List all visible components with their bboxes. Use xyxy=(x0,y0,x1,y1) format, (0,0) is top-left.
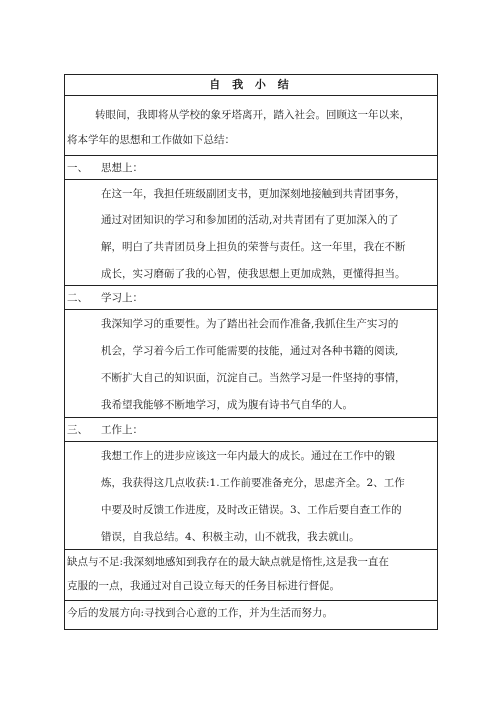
divider xyxy=(65,600,437,601)
section-label: 工作上： xyxy=(101,424,143,436)
divider xyxy=(65,309,437,310)
section-line: 机会，学习着今后工作可能需要的技能，通过对各种书籍的阅读, xyxy=(101,345,399,357)
section-line: 中要及时反馈工作进度，及时改正错误。3、工作后要自查工作的 xyxy=(101,504,402,516)
shortcomings-line: 缺点与不足:我深刻地感知到我存在的最大缺点就是惰性,这是我一直在 xyxy=(67,556,389,568)
section-label: 思想上： xyxy=(101,162,143,174)
future-line: 今后的发展方向:寻找到合心意的工作，并为生活而努力。 xyxy=(67,607,334,619)
intro-line: 将本学年的思想和工作做如下总结： xyxy=(67,134,235,146)
section-number: 一、 xyxy=(67,162,88,174)
section-line: 错误，自我总结。4、积极主动，山不就我，我去就山。 xyxy=(101,531,360,543)
section-line: 炼，我获得这几点收获:1.工作前要准备充分，思虑齐全。2、工作 xyxy=(101,477,405,489)
section-line: 不断扩大自己的知识面，沉淀自己。当然学习是一件坚持的事情， xyxy=(101,372,406,384)
section-line: 我深知学习的重要性。为了踏出社会而作准备,我抓住生产实习的 xyxy=(101,318,399,330)
divider xyxy=(65,417,437,418)
intro-line: 转眼间，我即将从学校的象牙塔离开，踏入社会。回顾这一年以来， xyxy=(95,109,410,121)
summary-document xyxy=(64,74,438,630)
section-line: 通过对团知识的学习和参加团的活动,对共青团有了更加深入的了 xyxy=(101,214,399,226)
section-line: 成长，实习磨砺了我的心智，使我思想上更加成熟，更懂得担当。 xyxy=(101,268,406,280)
divider xyxy=(65,285,437,286)
shortcomings-line: 克服的一点，我通过对自己设立每天的任务目标进行督促。 xyxy=(67,580,340,592)
section-number: 三、 xyxy=(67,424,88,436)
section-number: 二、 xyxy=(67,292,88,304)
section-line: 我想工作上的进步应该这一年内最大的成长。通过在工作中的锻 xyxy=(101,450,395,462)
section-label: 学习上： xyxy=(101,292,143,304)
document-title: 自 我 小 结 xyxy=(65,75,437,96)
section-line: 我希望我能够不断地学习，成为腹有诗书气自华的人。 xyxy=(101,399,353,411)
section-line: 在这一年，我担任班级副团支书，更加深刻地接触到共青团事务， xyxy=(101,188,406,200)
divider xyxy=(65,441,437,442)
divider xyxy=(65,549,437,550)
divider xyxy=(65,155,437,156)
divider xyxy=(65,179,437,180)
section-line: 解，明白了共青团员身上担负的荣誉与责任。这一年里，我在不断 xyxy=(101,241,406,253)
